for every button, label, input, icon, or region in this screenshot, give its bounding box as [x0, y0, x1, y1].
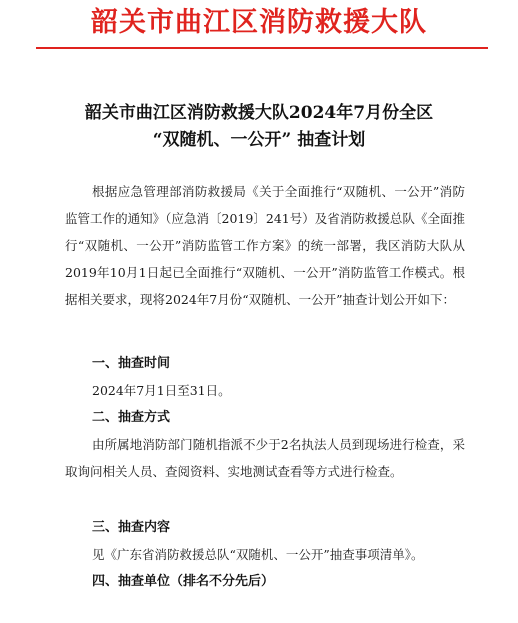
section-heading-content: 三、抽查内容 [92, 520, 171, 535]
section-heading-units: 四、抽查单位（排名不分先后） [92, 574, 275, 589]
section-heading-time: 一、抽查时间 [92, 356, 171, 371]
intro-paragraph: 根据应急管理部消防救援局《关于全面推行“双随机、一公开”消防监管工作的通知》（应急消〔2019〕241号）及省消防救援总队《全面推行“双随机、一公开”消防监管工作方案》的统一部署，我区消防大队从2019年10月1日起已全面推行“双随机、一公开”消防监管工作模式。根据相关要求，现将2024年7月份“双随机、一公开”抽查计划公开如下： [65, 184, 465, 307]
section-content-time: 2024年7月1日至31日。 [92, 383, 231, 398]
document-title-line-2: “双随机、一公开” 抽查计划 [152, 130, 366, 150]
intro-paragraph-block [65, 178, 465, 313]
section-content-method-block [65, 431, 465, 485]
letterhead-red-rule [36, 47, 488, 49]
section-heading-method: 二、抽查方式 [92, 410, 171, 425]
document-title [30, 100, 488, 154]
document-title-line-1: 韶关市曲江区消防救援大队2024年7月份全区 [84, 103, 434, 123]
section-content-method: 由所属地消防部门随机指派不少于2名执法人员到现场进行检查，采取询问相关人员、查阅资料、实地测试查看等方式进行检查。 [65, 437, 465, 479]
section-content-content: 见《广东省消防救援总队“双随机、一公开”抽查事项清单》。 [92, 547, 424, 562]
letterhead-org-name: 韶关市曲江区消防救援大队 [91, 7, 427, 38]
